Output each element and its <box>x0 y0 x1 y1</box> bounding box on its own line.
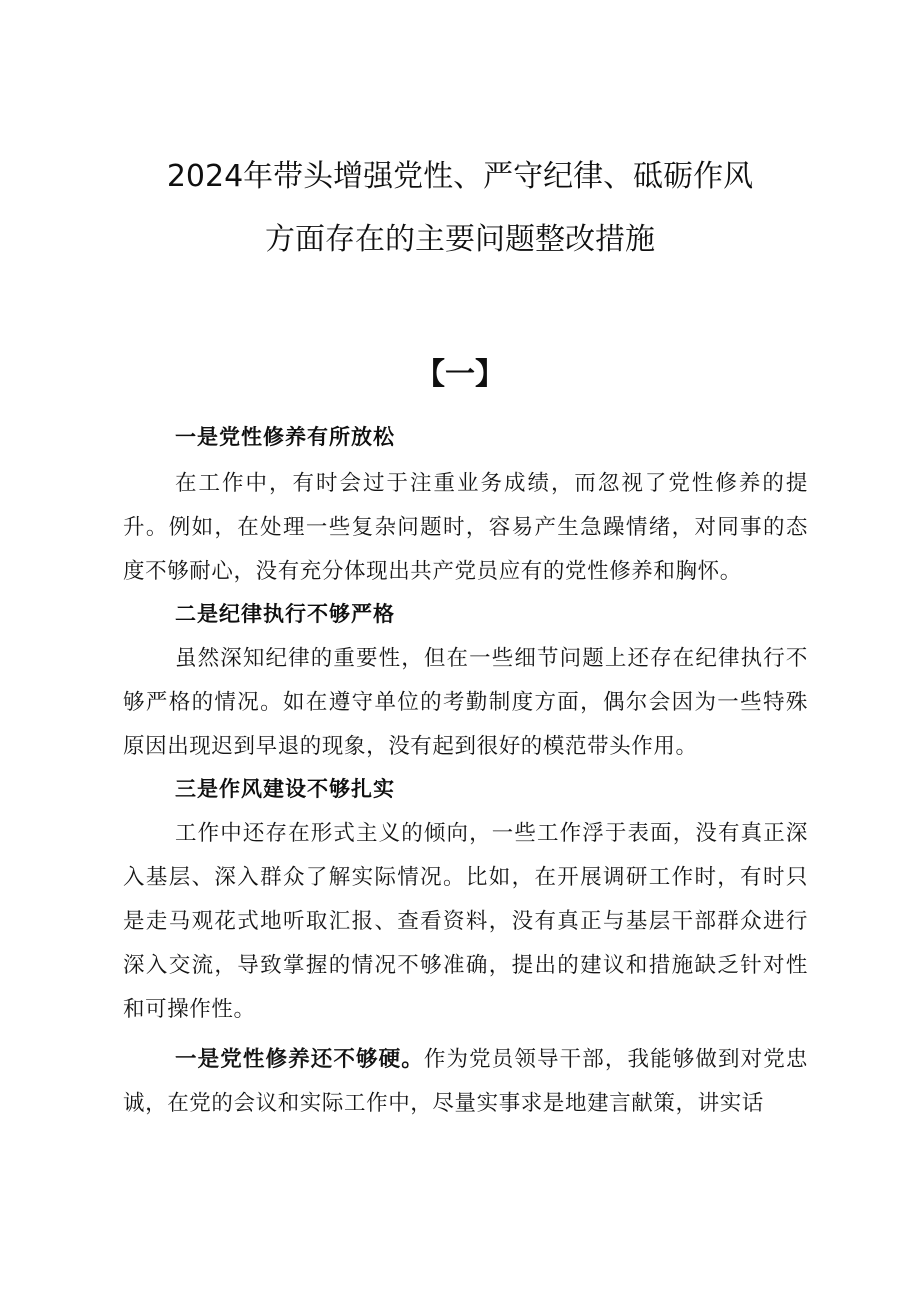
final-paragraph-body: 作为党员领导干部，我能够做到对党忠诚，在党的会议和实际工作中，尽量实事求是地建言献策，讲实话 <box>123 1047 808 1116</box>
section-paragraph-1: 在工作中，有时会过于注重业务成绩，而忽视了党性修养的提升。例如，在处理一些复杂问题时，容易产生急躁情绪，对同事的态度不够耐心，没有充分体现出共产党员应有的党性修养和胸怀。 <box>123 471 808 584</box>
section-paragraph-3: 工作中还存在形式主义的倾向，一些工作浮于表面，没有真正深入基层、深入群众了解实际情况。比如，在开展调研工作时，有时只是走马观花式地听取汇报、查看资料，没有真正与基层干部群众进行深入交流，导致掌握的情况不够准确，提出的建议和措施缺乏针对性和可操作性。 <box>123 821 808 1022</box>
document-title-line-2: 方面存在的主要问题整改措施 <box>265 222 655 257</box>
document-body <box>123 421 808 1126</box>
document-title-line-1: 2024年带头增强党性、严守纪律、砥砺作风 <box>166 159 754 194</box>
section-marker: 【一】 <box>415 357 505 392</box>
section-paragraph-2: 虽然深知纪律的重要性，但在一些细节问题上还存在纪律执行不够严格的情况。如在遵守单位的考勤制度方面，偶尔会因为一些特殊原因出现迟到早退的现象，没有起到很好的模范带头作用。 <box>123 646 808 759</box>
section-heading-2: 二是纪律执行不够严格 <box>175 602 395 626</box>
final-paragraph <box>123 1038 808 1126</box>
final-paragraph-lead: 一是党性修养还不够硬。 <box>175 1047 424 1072</box>
section-heading-1: 一是党性修养有所放松 <box>175 425 395 449</box>
section-heading-3: 三是作风建设不够扎实 <box>175 777 395 801</box>
